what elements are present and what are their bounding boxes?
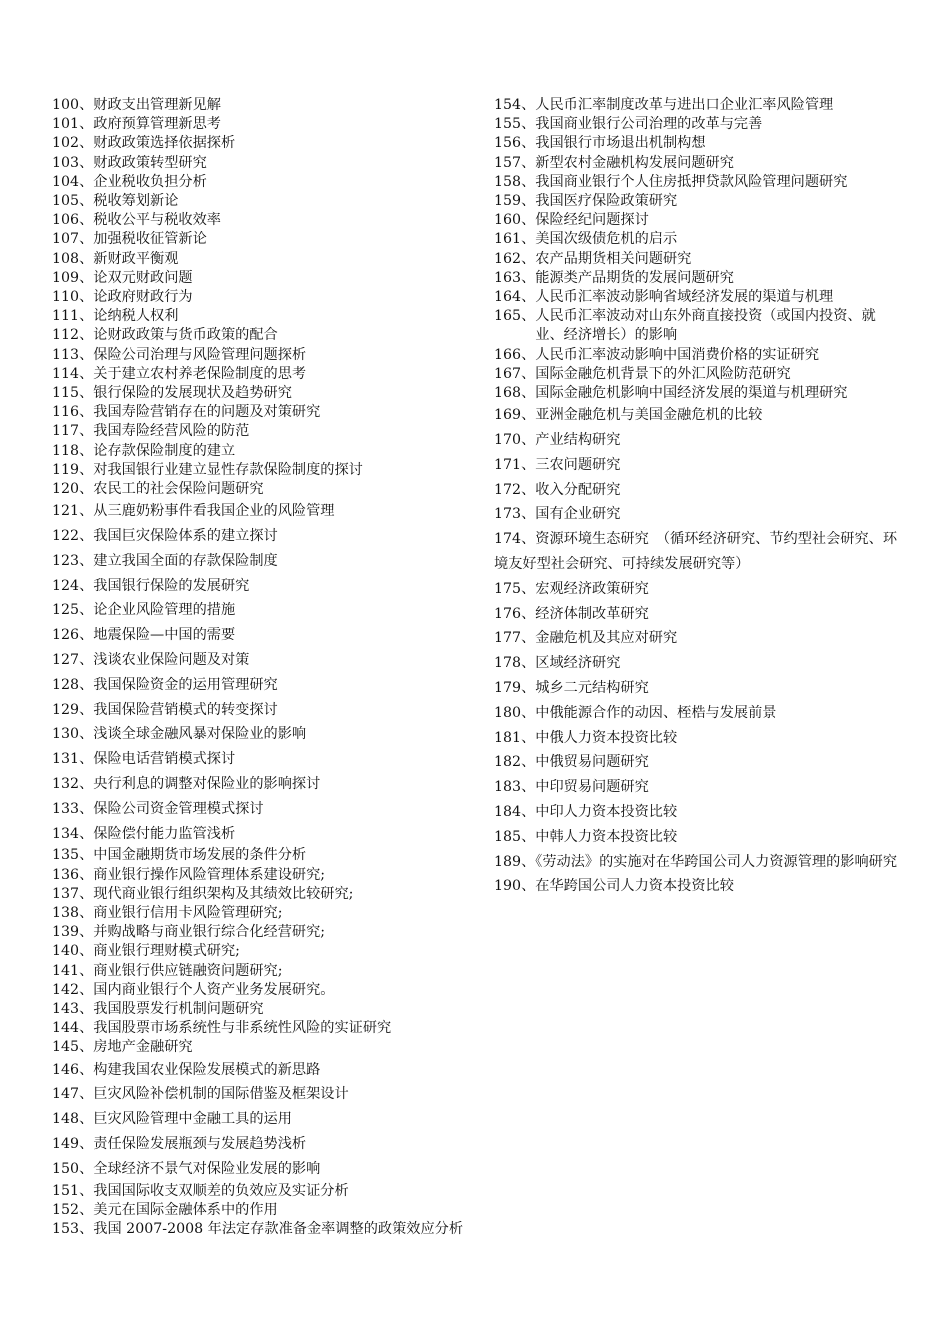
item-title: 资源环境生态研究 （循环经济研究、节约型社会研究、环境友好型社会研究、可持续发展研究等） xyxy=(494,531,898,573)
list-item xyxy=(494,384,904,403)
item-number: 126、 xyxy=(52,627,94,644)
item-title: 论企业风险管理的措施 xyxy=(93,602,236,619)
item-number: 168、 xyxy=(494,385,536,402)
item-title: 地震保险—中国的需要 xyxy=(93,627,236,644)
item-title: 我国银行市场退出机制构想 xyxy=(535,135,706,152)
item-number: 140、 xyxy=(52,943,94,960)
item-title: 论财政政策与货币政策的配合 xyxy=(93,327,278,344)
list-item xyxy=(52,307,464,326)
item-title: 我国巨灾保险体系的建立探讨 xyxy=(93,528,278,545)
item-number: 122、 xyxy=(52,528,94,545)
item-number: 113、 xyxy=(52,346,94,363)
list-item xyxy=(494,154,904,173)
item-number: 118、 xyxy=(52,442,94,459)
item-title: 收入分配研究 xyxy=(535,481,621,498)
item-title: 人民币汇率波动影响中国消费价格的实证研究 xyxy=(535,346,820,363)
item-number: 127、 xyxy=(52,652,94,669)
item-title: 新财政平衡观 xyxy=(93,250,179,267)
item-title: 保险公司资金管理模式探讨 xyxy=(93,800,264,817)
item-title: 中印人力资本投资比较 xyxy=(535,804,678,820)
list-item xyxy=(494,115,904,134)
item-number: 170、 xyxy=(494,432,536,449)
list-item xyxy=(52,1058,464,1083)
item-title: 房地产金融研究 xyxy=(93,1039,193,1056)
item-number: 108、 xyxy=(52,250,94,267)
item-title: 中韩人力资本投资比较 xyxy=(535,828,678,845)
list-item xyxy=(52,962,464,981)
list-item xyxy=(494,96,904,115)
item-title: 商业银行理财模式研究; xyxy=(93,943,240,960)
list-item xyxy=(494,230,904,249)
item-number: 178、 xyxy=(494,655,536,672)
list-item xyxy=(52,384,464,403)
item-title: 在华跨国公司人力资本投资比较 xyxy=(535,878,734,895)
list-item xyxy=(52,822,464,847)
list-item xyxy=(494,250,904,269)
list-item xyxy=(494,626,904,651)
item-title: 论双元财政问题 xyxy=(93,269,193,286)
list-item xyxy=(52,524,464,549)
list-item xyxy=(494,307,904,345)
item-title: 政府预算管理新思考 xyxy=(93,116,221,133)
item-number: 190、 xyxy=(494,878,536,895)
list-item xyxy=(52,211,464,230)
item-number: 177、 xyxy=(494,630,536,647)
list-item xyxy=(494,211,904,230)
list-item xyxy=(494,775,904,800)
item-title: 人民币汇率波动对山东外商直接投资（或国内投资、就业、经济增长）的影响 xyxy=(535,308,876,344)
item-title: 浅谈全球金融风暴对保险业的影响 xyxy=(93,726,307,743)
list-item xyxy=(494,192,904,211)
item-number: 104、 xyxy=(52,173,94,190)
list-item xyxy=(52,1107,464,1132)
list-item xyxy=(52,230,464,249)
item-number: 163、 xyxy=(494,269,536,286)
item-title: 国有企业研究 xyxy=(535,506,621,523)
item-number: 159、 xyxy=(494,193,536,210)
item-title: 建立我国全面的存款保险制度 xyxy=(93,552,278,569)
item-title: 税收公平与税收效率 xyxy=(93,212,221,229)
list-item xyxy=(494,346,904,365)
item-title: 新型农村金融机构发展问题研究 xyxy=(535,154,734,171)
item-number: 121、 xyxy=(52,503,94,520)
item-number: 131、 xyxy=(52,751,94,768)
list-item xyxy=(52,673,464,698)
list-item xyxy=(494,750,904,775)
item-number: 144、 xyxy=(52,1020,94,1037)
list-item xyxy=(52,797,464,822)
item-number: 176、 xyxy=(494,605,536,622)
list-item xyxy=(52,923,464,942)
item-title: 三农问题研究 xyxy=(535,456,621,473)
list-item xyxy=(52,981,464,1000)
list-item xyxy=(52,480,464,499)
item-number: 115、 xyxy=(52,385,94,402)
item-title: 从三鹿奶粉事件看我国企业的风险管理 xyxy=(93,503,335,520)
list-item xyxy=(52,574,464,599)
list-item xyxy=(52,1201,464,1220)
list-item xyxy=(494,676,904,701)
list-item xyxy=(494,269,904,288)
item-title: 巨灾风险补偿机制的国际借鉴及框架设计 xyxy=(93,1086,349,1103)
list-item xyxy=(52,885,464,904)
list-item xyxy=(52,1038,464,1057)
item-number: 138、 xyxy=(52,905,94,922)
item-title: 商业银行操作风险管理体系建设研究; xyxy=(93,866,326,883)
item-title: 能源类产品期货的发展问题研究 xyxy=(535,269,734,286)
item-title: 我国股票发行机制问题研究 xyxy=(93,1001,264,1018)
item-number: 119、 xyxy=(52,461,94,478)
item-title: 我国银行保险的发展研究 xyxy=(93,577,250,594)
item-title: 我国医疗保险政策研究 xyxy=(535,193,678,210)
item-title: 巨灾风险管理中金融工具的运用 xyxy=(93,1111,292,1128)
list-item xyxy=(494,701,904,726)
list-item xyxy=(494,850,904,875)
item-title: 中国金融期货市场发展的条件分析 xyxy=(93,847,307,864)
item-title: 亚洲金融危机与美国金融危机的比较 xyxy=(535,407,763,424)
item-number: 150、 xyxy=(52,1160,94,1177)
list-item xyxy=(52,747,464,772)
item-title: 对我国银行业建立显性存款保险制度的探讨 xyxy=(93,461,363,478)
list-item xyxy=(494,428,904,453)
item-number: 103、 xyxy=(52,154,94,171)
item-number: 134、 xyxy=(52,825,94,842)
item-number: 141、 xyxy=(52,962,94,979)
list-item xyxy=(52,1220,464,1239)
item-title: 论政府财政行为 xyxy=(93,289,193,306)
list-item xyxy=(52,499,464,524)
item-title: 区域经济研究 xyxy=(535,655,621,672)
list-item xyxy=(494,288,904,307)
list-item xyxy=(52,115,464,134)
item-number: 179、 xyxy=(494,680,536,697)
list-item xyxy=(494,825,904,850)
list-item xyxy=(52,1132,464,1157)
item-title: 我国股票市场系统性与非系统性风险的实证研究 xyxy=(93,1020,392,1037)
list-item xyxy=(52,598,464,623)
item-number: 132、 xyxy=(52,776,94,793)
list-item xyxy=(494,651,904,676)
item-title: 构建我国农业保险发展模式的新思路 xyxy=(93,1061,321,1078)
list-item xyxy=(52,846,464,865)
item-number: 189、 xyxy=(494,853,536,870)
item-title: 我国 2007-2008 年法定存款准备金率调整的政策效应分析 xyxy=(93,1221,464,1238)
list-item xyxy=(494,602,904,627)
item-number: 105、 xyxy=(52,193,94,210)
list-item xyxy=(52,365,464,384)
item-title: 全球经济不景气对保险业发展的影响 xyxy=(93,1160,321,1177)
item-number: 180、 xyxy=(494,704,536,721)
item-number: 143、 xyxy=(52,1001,94,1018)
item-number: 102、 xyxy=(52,135,94,152)
item-title: 加强税收征管新论 xyxy=(93,231,207,248)
item-title: 我国寿险经营风险的防范 xyxy=(93,423,250,440)
item-title: 央行利息的调整对保险业的影响探讨 xyxy=(93,776,321,793)
item-number: 149、 xyxy=(52,1136,94,1153)
item-number: 172、 xyxy=(494,481,536,498)
item-title: 财政支出管理新见解 xyxy=(93,97,221,113)
item-title: 宏观经济政策研究 xyxy=(535,580,649,597)
item-title: 我国保险营销模式的转变探讨 xyxy=(93,701,278,718)
item-number: 152、 xyxy=(52,1201,94,1218)
item-title: 产业结构研究 xyxy=(535,432,621,449)
item-title: 保险电话营销模式探讨 xyxy=(93,751,236,768)
item-title: 国内商业银行个人资产业务发展研究。 xyxy=(93,981,335,998)
item-title: 我国寿险营销存在的问题及对策研究 xyxy=(93,404,321,421)
list-item xyxy=(52,192,464,211)
list-item xyxy=(52,866,464,885)
item-number: 100、 xyxy=(52,97,94,113)
item-title: 中俄人力资本投资比较 xyxy=(535,729,678,746)
item-title: 商业银行供应链融资问题研究; xyxy=(93,962,283,979)
item-number: 155、 xyxy=(494,116,536,133)
item-title: 保险公司治理与风险管理问题探析 xyxy=(93,346,307,363)
item-number: 106、 xyxy=(52,212,94,229)
item-number: 175、 xyxy=(494,580,536,597)
item-number: 120、 xyxy=(52,481,94,498)
item-number: 184、 xyxy=(494,804,536,820)
item-number: 112、 xyxy=(52,327,94,344)
list-item xyxy=(52,1157,464,1182)
item-title: 农产品期货相关问题研究 xyxy=(535,250,692,267)
list-item xyxy=(494,577,904,602)
item-number: 136、 xyxy=(52,866,94,883)
list-item xyxy=(52,403,464,422)
list-item xyxy=(52,346,464,365)
item-title: 中俄能源合作的动因、桎梏与发展前景 xyxy=(535,704,777,721)
list-item xyxy=(52,96,464,115)
item-number: 142、 xyxy=(52,981,94,998)
item-title: 财政政策选择依据探析 xyxy=(93,135,236,152)
item-number: 154、 xyxy=(494,97,536,113)
item-number: 182、 xyxy=(494,754,536,771)
list-item xyxy=(52,461,464,480)
item-number: 147、 xyxy=(52,1086,94,1103)
item-title: 保险偿付能力监管浅析 xyxy=(93,825,236,842)
list-item xyxy=(494,134,904,153)
item-number: 116、 xyxy=(52,404,94,421)
list-item xyxy=(52,722,464,747)
list-item xyxy=(52,288,464,307)
item-title: 中印贸易问题研究 xyxy=(535,779,649,796)
list-item xyxy=(494,502,904,527)
item-title: 国际金融危机背景下的外汇风险防范研究 xyxy=(535,365,791,382)
item-number: 153、 xyxy=(52,1221,94,1238)
item-title: 人民币汇率波动影响省域经济发展的渠道与机理 xyxy=(535,289,834,306)
item-number: 101、 xyxy=(52,116,94,133)
item-number: 109、 xyxy=(52,269,94,286)
item-number: 185、 xyxy=(494,828,536,845)
item-title: 我国国际收支双顺差的负效应及实证分析 xyxy=(93,1182,349,1199)
item-title: 美国次级债危机的启示 xyxy=(535,231,678,248)
item-title: 论存款保险制度的建立 xyxy=(93,442,236,459)
item-number: 135、 xyxy=(52,847,94,864)
item-title: 税收筹划新论 xyxy=(93,193,179,210)
item-number: 133、 xyxy=(52,800,94,817)
list-item xyxy=(52,772,464,797)
item-title: 银行保险的发展现状及趋势研究 xyxy=(93,385,292,402)
list-item xyxy=(52,698,464,723)
item-number: 164、 xyxy=(494,289,536,306)
item-title: 财政政策转型研究 xyxy=(93,154,207,171)
item-number: 171、 xyxy=(494,456,536,473)
item-number: 111、 xyxy=(52,308,94,325)
list-item xyxy=(52,904,464,923)
item-number: 128、 xyxy=(52,676,94,693)
list-item xyxy=(52,442,464,461)
item-number: 169、 xyxy=(494,407,536,424)
list-item xyxy=(52,173,464,192)
item-number: 125、 xyxy=(52,602,94,619)
item-number: 183、 xyxy=(494,779,536,796)
item-title: 企业税收负担分析 xyxy=(93,173,207,190)
item-number: 124、 xyxy=(52,577,94,594)
item-number: 165、 xyxy=(494,308,536,325)
item-number: 181、 xyxy=(494,729,536,746)
item-title: 经济体制改革研究 xyxy=(535,605,649,622)
list-item xyxy=(52,1182,464,1201)
item-title: 关于建立农村养老保险制度的思考 xyxy=(93,365,307,382)
list-item xyxy=(494,478,904,503)
left-column xyxy=(52,96,464,1239)
list-item xyxy=(52,422,464,441)
list-item xyxy=(52,250,464,269)
item-number: 137、 xyxy=(52,885,94,902)
list-item xyxy=(52,1082,464,1107)
item-title: 我国保险资金的运用管理研究 xyxy=(93,676,278,693)
list-item xyxy=(494,874,904,899)
list-item xyxy=(494,527,904,577)
list-item xyxy=(52,326,464,345)
list-item xyxy=(52,648,464,673)
right-column xyxy=(494,96,904,899)
list-item xyxy=(494,800,904,825)
list-item xyxy=(494,403,904,428)
item-number: 146、 xyxy=(52,1061,94,1078)
item-title: 中俄贸易问题研究 xyxy=(535,754,649,771)
item-title: 商业银行信用卡风险管理研究; xyxy=(93,905,283,922)
list-item xyxy=(52,1019,464,1038)
list-item xyxy=(494,726,904,751)
item-number: 151、 xyxy=(52,1182,94,1199)
item-number: 129、 xyxy=(52,701,94,718)
item-number: 157、 xyxy=(494,154,536,171)
item-number: 166、 xyxy=(494,346,536,363)
item-number: 148、 xyxy=(52,1111,94,1128)
item-title: 农民工的社会保险问题研究 xyxy=(93,481,264,498)
item-number: 139、 xyxy=(52,924,94,941)
item-number: 107、 xyxy=(52,231,94,248)
list-item xyxy=(52,942,464,961)
item-number: 145、 xyxy=(52,1039,94,1056)
item-number: 130、 xyxy=(52,726,94,743)
item-title: 论纳税人权利 xyxy=(93,308,179,325)
item-title: 美元在国际金融体系中的作用 xyxy=(93,1201,278,1218)
list-item xyxy=(52,623,464,648)
item-title: 国际金融危机影响中国经济发展的渠道与机理研究 xyxy=(535,385,848,402)
item-number: 173、 xyxy=(494,506,536,523)
list-item xyxy=(52,154,464,173)
item-number: 162、 xyxy=(494,250,536,267)
list-item xyxy=(52,549,464,574)
item-number: 123、 xyxy=(52,552,94,569)
item-title: 现代商业银行组织架构及其绩效比较研究; xyxy=(93,885,354,902)
item-title: 我国商业银行个人住房抵押贷款风险管理问题研究 xyxy=(535,173,848,190)
list-item xyxy=(494,173,904,192)
item-title: 人民币汇率制度改革与进出口企业汇率风险管理 xyxy=(535,97,834,113)
item-title: 责任保险发展瓶颈与发展趋势浅析 xyxy=(93,1136,307,1153)
item-number: 117、 xyxy=(52,423,94,440)
item-number: 174、 xyxy=(494,531,536,548)
list-item xyxy=(52,1000,464,1019)
item-title: 保险经纪问题探讨 xyxy=(535,212,649,229)
item-title: 并购战略与商业银行综合化经营研究; xyxy=(93,924,326,941)
list-item xyxy=(52,269,464,288)
list-item xyxy=(494,453,904,478)
item-number: 114、 xyxy=(52,365,94,382)
list-item xyxy=(494,365,904,384)
item-title: 浅谈农业保险问题及对策 xyxy=(93,652,250,669)
item-number: 158、 xyxy=(494,173,536,190)
list-item xyxy=(52,134,464,153)
item-number: 156、 xyxy=(494,135,536,152)
item-number: 110、 xyxy=(52,289,94,306)
item-title: 我国商业银行公司治理的改革与完善 xyxy=(535,116,763,133)
item-number: 161、 xyxy=(494,231,536,248)
item-title: 城乡二元结构研究 xyxy=(535,680,649,697)
item-number: 160、 xyxy=(494,212,536,229)
item-number: 167、 xyxy=(494,365,536,382)
item-title: 《劳动法》的实施对在华跨国公司人力资源管理的影响研究 xyxy=(535,853,898,870)
item-title: 金融危机及其应对研究 xyxy=(535,630,678,647)
